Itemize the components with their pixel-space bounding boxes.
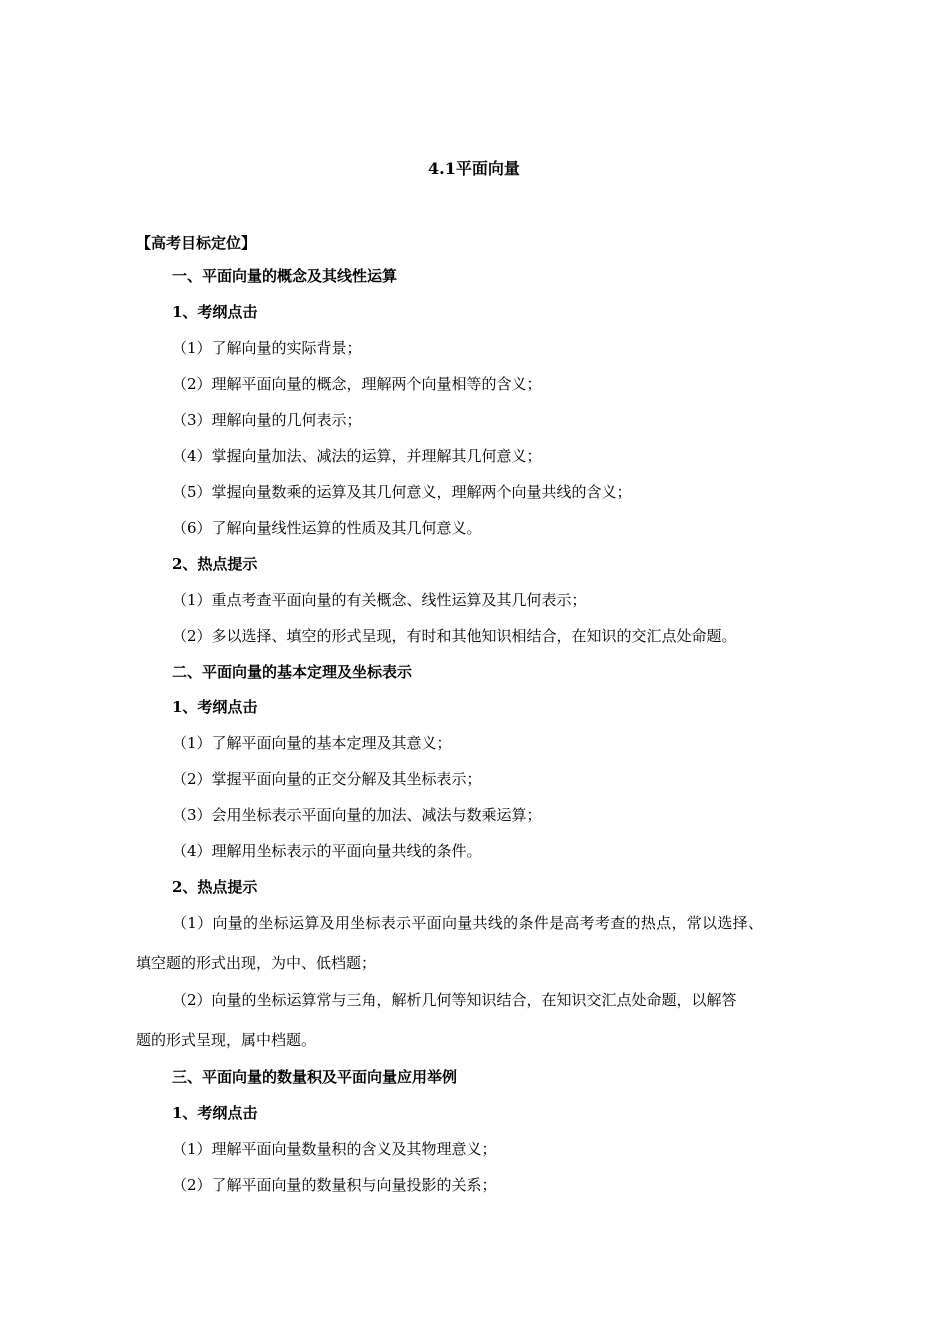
section-2-kaogang-label: 1、考纲点击	[172, 698, 258, 716]
section-1-kaogang-item: （1）了解向量的实际背景；	[172, 339, 362, 357]
section-2-kaogang-item: （3）会用坐标表示平面向量的加法、减法与数乘运算；	[172, 806, 542, 824]
section-2-hot-item-2-line-1: （2）向量的坐标运算常与三角，解析几何等知识结合，在知识交汇点处命题，以解答	[172, 991, 737, 1009]
page-title: 4.1平面向量	[428, 159, 520, 178]
section-3-heading: 三、平面向量的数量积及平面向量应用举例	[172, 1068, 458, 1086]
section-1-kaogang-item: （4）掌握向量加法、减法的运算，并理解其几何意义；	[172, 447, 542, 465]
section-1-hot-label: 2、热点提示	[172, 555, 258, 573]
section-3-kaogang-item: （2）了解平面向量的数量积与向量投影的关系；	[172, 1176, 497, 1194]
section-1-kaogang-item: （2）理解平面向量的概念，理解两个向量相等的含义；	[172, 375, 542, 393]
section-2-kaogang-item: （2）掌握平面向量的正交分解及其坐标表示；	[172, 770, 482, 788]
section-1-heading: 一、平面向量的概念及其线性运算	[172, 267, 398, 285]
section-2-heading: 二、平面向量的基本定理及坐标表示	[172, 663, 413, 681]
section-1-kaogang-item: （6）了解向量线性运算的性质及其几何意义。	[172, 519, 482, 537]
section-3-kaogang-item: （1）理解平面向量数量积的含义及其物理意义；	[172, 1140, 497, 1158]
section-2-hot-item-1-line-2: 填空题的形式出现，为中、低档题；	[136, 954, 377, 972]
section-1-kaogang-label: 1、考纲点击	[172, 303, 258, 321]
section-2-hot-label: 2、热点提示	[172, 878, 258, 896]
section-2-kaogang-item: （4）理解用坐标表示的平面向量共线的条件。	[172, 842, 482, 860]
section-1-kaogang-item: （3）理解向量的几何表示；	[172, 411, 362, 429]
section-1-hot-item: （1）重点考查平面向量的有关概念、线性运算及其几何表示；	[172, 591, 587, 609]
section-1-hot-item: （2）多以选择、填空的形式呈现，有时和其他知识相结合，在知识的交汇点处命题。	[172, 627, 737, 645]
section-2-hot-item-2-line-2: 题的形式呈现，属中档题。	[136, 1031, 317, 1049]
section-header: 【高考目标定位】	[136, 234, 257, 252]
section-1-kaogang-item: （5）掌握向量数乘的运算及其几何意义，理解两个向量共线的含义；	[172, 483, 632, 501]
section-2-kaogang-item: （1）了解平面向量的基本定理及其意义；	[172, 734, 452, 752]
section-2-hot-item-1-line-1: （1）向量的坐标运算及用坐标表示平面向量共线的条件是高考考查的热点，常以选择、	[172, 914, 764, 932]
section-3-kaogang-label: 1、考纲点击	[172, 1104, 258, 1122]
